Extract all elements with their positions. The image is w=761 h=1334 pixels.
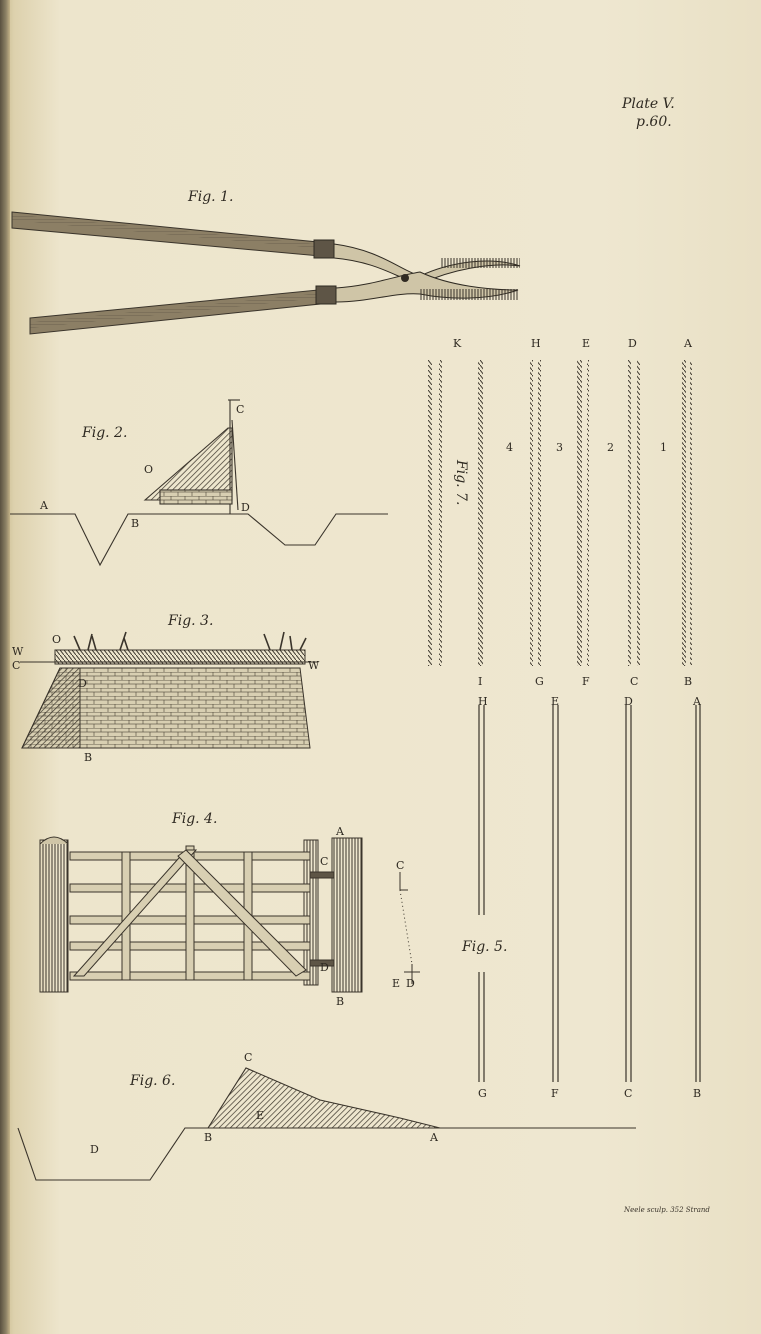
- fig1-shears-drawing: [12, 212, 520, 334]
- fig2-label: B: [131, 517, 140, 530]
- plate-number: Plate V.: [622, 96, 675, 112]
- fig2-label: O: [144, 463, 154, 476]
- fig4-caption: Fig. 4.: [172, 811, 218, 827]
- page-reference: p.60.: [636, 114, 672, 130]
- fig7-bottom-label: G: [535, 675, 544, 688]
- fig5-top-label: A: [693, 695, 701, 708]
- fig5-bottom-label: B: [693, 1087, 702, 1100]
- fig2-label: D: [241, 501, 250, 514]
- fig6-label: D: [90, 1143, 99, 1156]
- fig4-label: A: [336, 825, 344, 838]
- fig4-label: D: [320, 961, 329, 974]
- fig2-label: A: [40, 499, 48, 512]
- fig5-bottom-label: C: [624, 1087, 633, 1100]
- fig6-label: E: [256, 1109, 265, 1122]
- fig7-top-label: A: [684, 337, 692, 350]
- fig7-top-label: H: [531, 337, 541, 350]
- fig7-top-label: E: [582, 337, 591, 350]
- fig5-top-label: E: [551, 695, 560, 708]
- fig7-number: 3: [556, 441, 563, 454]
- fig4-label: E: [392, 977, 401, 990]
- fig7-top-label: K: [453, 337, 462, 350]
- fig5-top-label: D: [624, 695, 633, 708]
- fig6-label: C: [244, 1051, 253, 1064]
- fig7-bottom-label: B: [684, 675, 693, 688]
- fig7-top-label: D: [628, 337, 637, 350]
- engraver-imprint: Neele sculp. 352 Strand: [624, 1206, 710, 1214]
- fig3-label: W: [12, 645, 24, 658]
- fig3-caption: Fig. 3.: [168, 613, 214, 629]
- fig2-caption: Fig. 2.: [82, 425, 128, 441]
- fig3-label: D: [78, 677, 87, 690]
- fig2-label: C: [236, 403, 245, 416]
- fig5-top-label: H: [478, 695, 488, 708]
- fig7-bottom-label: C: [630, 675, 639, 688]
- fig7-bottom-label: I: [478, 675, 483, 688]
- fig7-number: 1: [660, 441, 667, 454]
- fig4-label: D: [406, 977, 415, 990]
- fig7-number: 4: [506, 441, 513, 454]
- fig3-label: C: [12, 659, 21, 672]
- fig5-bottom-label: G: [478, 1087, 487, 1100]
- fig7-number: 2: [607, 441, 614, 454]
- fig4-label: C: [320, 855, 329, 868]
- fig3-label: O: [52, 633, 62, 646]
- fig7-strands: [428, 360, 692, 666]
- fig3-label: W: [308, 659, 320, 672]
- fig2-bank-section: [10, 400, 388, 565]
- fig5-caption: Fig. 5.: [462, 939, 508, 955]
- fig1-caption: Fig. 1.: [188, 189, 234, 205]
- fig4-label: B: [336, 995, 345, 1008]
- fig4-gate: [40, 837, 420, 992]
- fig6-label: B: [204, 1131, 213, 1144]
- fig3-hedge-wall: [20, 632, 318, 748]
- fig3-label: B: [84, 751, 93, 764]
- fig6-label: A: [430, 1131, 438, 1144]
- fig7-caption: Fig. 7.: [453, 460, 469, 506]
- fig5-bottom-label: F: [551, 1087, 559, 1100]
- fig4-label: C: [396, 859, 405, 872]
- fig5-lines: [479, 705, 700, 1082]
- fig6-bank-slope: [18, 1068, 636, 1180]
- fig7-bottom-label: F: [582, 675, 590, 688]
- fig6-caption: Fig. 6.: [130, 1073, 176, 1089]
